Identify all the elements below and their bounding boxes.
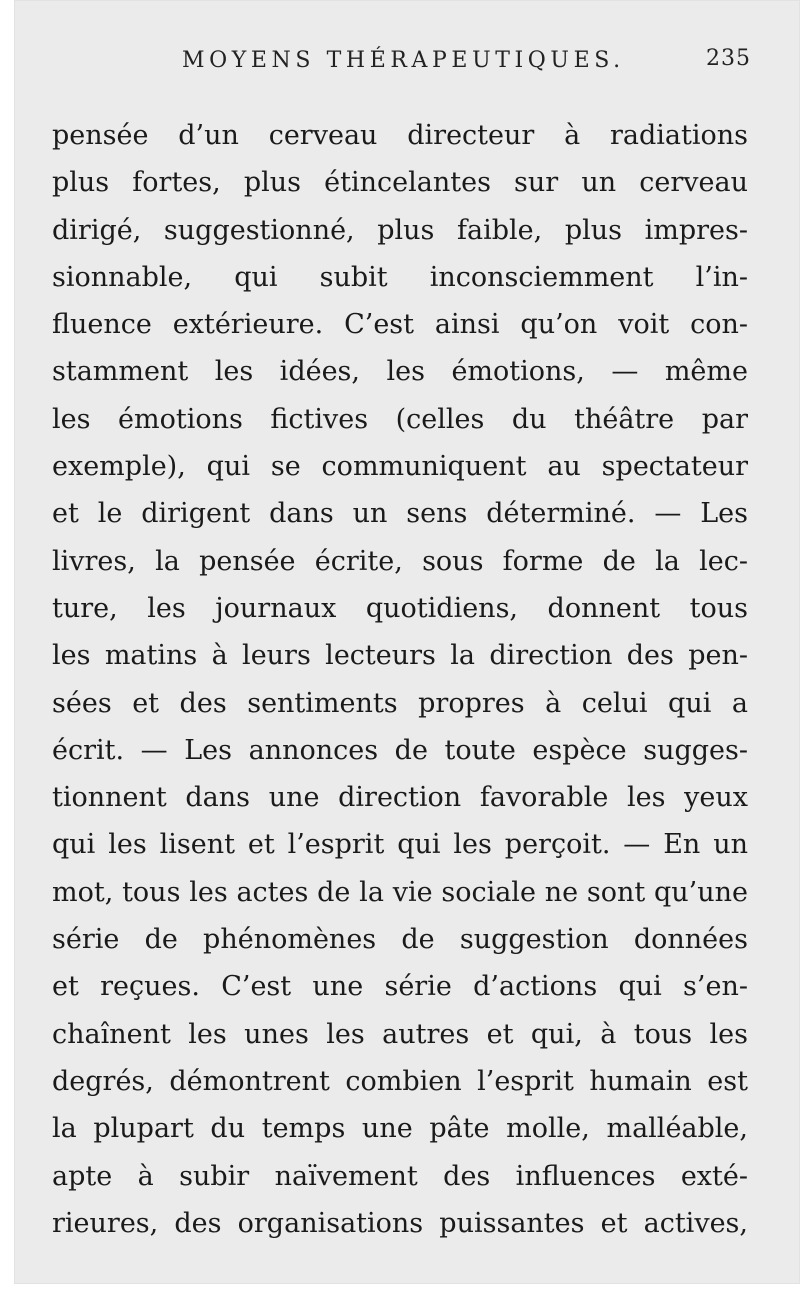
text-line-24: rieures, des organisations puissantes et actives,	[52, 1207, 748, 1239]
text-line-13: sées et des sentiments propres à celui qui a	[52, 687, 748, 719]
body-text	[52, 112, 748, 1247]
text-line-5: fluence extérieure. C’est ainsi qu’on voit con-	[52, 309, 748, 341]
page-number: 235	[706, 46, 751, 71]
text-line-18: série de phénomènes de suggestion données	[52, 924, 748, 956]
text-line-3: dirigé, suggestionné, plus faible, plus impres-	[52, 214, 748, 246]
text-line-22: la plupart du temps une pâte molle, malléable,	[52, 1113, 748, 1145]
text-line-19: et reçues. C’est une série d’actions qui s’en-	[52, 971, 748, 1003]
text-line-16: qui les lisent et l’esprit qui les perçoit. — En un	[52, 829, 748, 861]
text-line-10: livres, la pensée écrite, sous forme de la lec-	[52, 545, 748, 577]
text-line-4: sionnable, qui subit inconsciemment l’in-	[52, 261, 748, 293]
running-title: MOYENS THÉRAPEUTIQUES.	[182, 48, 625, 73]
text-line-6: stamment les idées, les émotions, — même	[52, 356, 748, 388]
text-line-1: pensée d’un cerveau directeur à radiations	[52, 120, 748, 151]
running-head	[14, 44, 800, 84]
text-line-21: degrés, démontrent combien l’esprit humain est	[52, 1065, 748, 1097]
text-line-20: chaînent les unes les autres et qui, à tous les	[52, 1018, 748, 1050]
text-line-8: exemple), qui se communiquent au spectateur	[52, 451, 748, 483]
text-line-23: apte à subir naïvement des influences exté-	[52, 1160, 748, 1192]
text-line-14: écrit. — Les annonces de toute espèce sugges-	[52, 734, 748, 766]
text-line-11: ture, les journaux quotidiens, donnent tous	[52, 592, 748, 624]
text-line-15: tionnent dans une direction favorable les yeux	[52, 782, 748, 814]
text-line-9: et le dirigent dans un sens déterminé. — Les	[52, 498, 748, 530]
text-line-2: plus fortes, plus étincelantes sur un cerveau	[52, 167, 748, 199]
text-line-7: les émotions fictives (celles du théâtre par	[52, 403, 748, 435]
book-page	[14, 0, 800, 1284]
text-line-17: mot, tous les actes de la vie sociale ne sont qu’une	[52, 876, 748, 908]
text-line-12: les matins à leurs lecteurs la direction des pen-	[52, 640, 748, 672]
